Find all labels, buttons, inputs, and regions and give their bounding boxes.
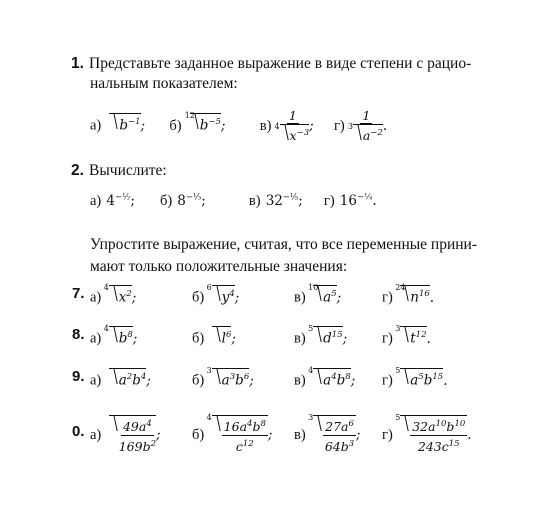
task1-item-c: 1 4 $x^{-3}$ ;: [274, 108, 318, 144]
row-number: 7.: [72, 285, 85, 302]
task1-item-a-label: а): [90, 117, 102, 134]
exercise-row-0: [72, 415, 492, 455]
row9-item-a: а) $a^2b^4$;: [90, 368, 151, 390]
task1-item-a: $b^{-1}$;: [106, 118, 149, 134]
simplify-text-line2: мают только положительные значения:: [90, 258, 348, 275]
row0-item-b: б) 4 $\frac{16a^4b^8}{c^{12}}$ ;: [192, 413, 273, 455]
row0-item-c: в) 3 $\frac{27a^6}{64b^3}$ ;: [294, 413, 361, 455]
row-number: 0.: [72, 423, 85, 440]
task1-item-b: 12 $b^{-5}$;: [184, 111, 230, 134]
task2-item-a-label: а): [90, 193, 102, 209]
task1-text-line1: Представьте заданное выражение в виде степени с рацио-: [89, 55, 472, 72]
exercise-row-9: [72, 368, 492, 408]
task1-number: 1.: [71, 55, 84, 72]
row8-item-b: б) $l^6$;: [192, 326, 236, 348]
row8-item-d: г) 3 $t^{12}$.: [382, 324, 431, 347]
task2-item-d-label: г): [323, 193, 335, 209]
row9-item-c: в) 4 $a^4b^8$;: [294, 366, 356, 389]
row7-item-d: г) 24 $n^{16}$.: [382, 283, 435, 306]
row7-item-a: а) 4 $x^2$;: [90, 283, 137, 306]
row9-item-d: г) 5 $a^5b^{15}$.: [382, 366, 448, 389]
task1-item-b-label: б): [169, 117, 182, 134]
row-number: 9.: [72, 368, 85, 385]
task2-items: [90, 190, 377, 210]
task2-item-c: $32^{-\frac{1}{5}}$;: [265, 192, 303, 209]
row9-item-b: б) 3 $a^3b^6$;: [192, 366, 254, 389]
row8-item-a: а) 4 $b^8$;: [90, 324, 138, 347]
task2-item-b-label: б): [159, 193, 173, 209]
task1-items: [90, 108, 430, 144]
task1-item-c-label: в): [259, 117, 272, 134]
row-number: 8.: [72, 326, 85, 343]
row0-item-d: г) 5 $\frac{32a^{10}b^{10}}{243c^{15}}$ .: [382, 413, 472, 455]
task2-item-a: $4^{-\frac{1}{2}}$;: [106, 192, 135, 209]
task2-number: 2.: [71, 162, 84, 179]
row7-item-b: б) 6 $y^4$;: [192, 283, 240, 306]
task2-item-d: $16^{-\frac{1}{4}}$.: [339, 192, 377, 209]
row7-item-c: в) 10 $a^5$;: [294, 283, 342, 306]
exercise-row-7: [72, 285, 492, 325]
simplify-text-line1: Упростите выражение, считая, что все переменные прини-: [90, 236, 478, 253]
row0-item-a: а) $\frac{49a^4}{169b^2}$ ;: [90, 415, 161, 455]
task1-item-d: 1 3 $a^{-2}$ .: [347, 108, 388, 144]
task2-heading: [71, 160, 167, 180]
task1-heading: [71, 53, 471, 73]
task2-text: Вычислите:: [89, 162, 167, 179]
row8-item-c: в) 5 $d^{15}$;: [294, 324, 348, 347]
task1-text-line2: нальным показателем:: [90, 75, 238, 92]
task2-item-b: $8^{-\frac{1}{3}}$;: [177, 192, 206, 209]
task1-item-d-label: г): [333, 117, 345, 134]
task2-item-c-label: в): [248, 193, 261, 209]
exercise-row-8: [72, 326, 492, 366]
